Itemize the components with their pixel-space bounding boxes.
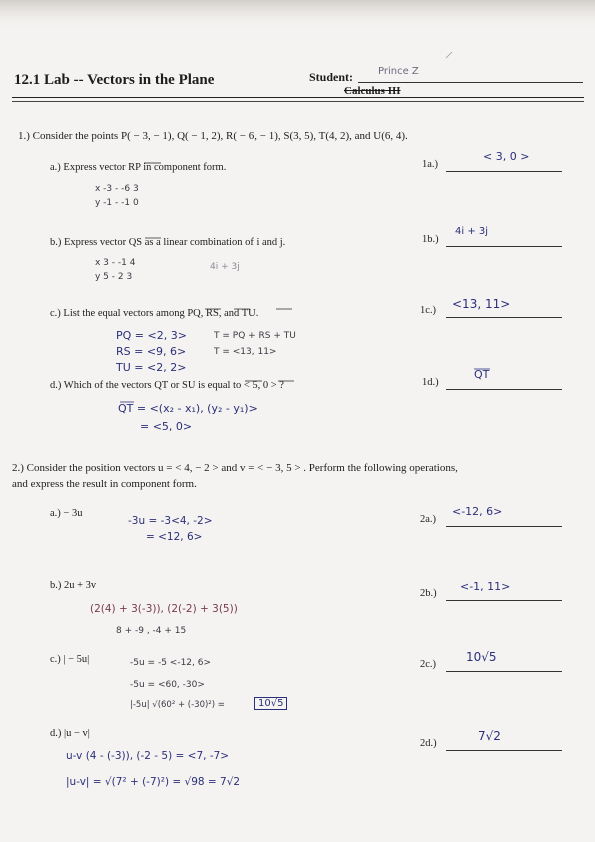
q2c-work-3: |-5u| √(60² + (-30)²) = xyxy=(130,700,225,710)
q2b-work-1: (2(4) + 3(-3)), (2(-2) + 3(5)) xyxy=(90,603,238,615)
q1a-work-1: x -3 - -6 3 xyxy=(95,184,139,194)
q2c-work-2: -5u = <60, -30> xyxy=(130,680,205,690)
page-title: 12.1 Lab -- Vectors in the Plane xyxy=(14,72,215,88)
q1c-work-2: RS = <9, 6> xyxy=(116,345,187,358)
q2c-text: c.) | − 5u| xyxy=(50,654,90,665)
q2c-label: 2c.) xyxy=(420,659,437,670)
q1a-text: a.) Express vector RP in component form. xyxy=(50,162,227,173)
q1b-label: 1b.) xyxy=(422,234,439,245)
q1a-answer: < 3, 0 > xyxy=(483,150,530,163)
q2d-answer: 7√2 xyxy=(478,729,501,743)
q2c-answer: 10√5 xyxy=(466,650,497,664)
q2b-answer: <-1, 11> xyxy=(460,580,511,593)
q1c-work-5: T = <13, 11> xyxy=(214,347,277,357)
q1a-label: 1a.) xyxy=(422,159,439,170)
q1c-work-3: TU = <2, 2> xyxy=(116,361,187,374)
student-label: Student: xyxy=(309,70,354,84)
student-name: Prince Z xyxy=(378,66,419,77)
q2d-work-1: u-v (4 - (-3)), (-2 - 5) = <7, -7> xyxy=(66,750,230,762)
q1b-text: b.) Express vector QS as a linear combination of i and j. xyxy=(50,237,286,248)
q2a-work-1: -3u = -3<4, -2> xyxy=(128,515,213,527)
q2a-text: a.) − 3u xyxy=(50,508,83,519)
q2-prompt-2: and express the result in component form. xyxy=(12,478,197,490)
q1c-work-1: PQ = <2, 3> xyxy=(116,329,187,342)
q1d-work-1: QT = <(x₂ - x₁), (y₂ - y₁)> xyxy=(118,402,258,415)
q2b-label: 2b.) xyxy=(420,588,437,599)
q1b-answer: 4i + 3j xyxy=(455,226,489,237)
q2a-label: 2a.) xyxy=(420,514,437,525)
q2b-work-2: 8 + -9 , -4 + 15 xyxy=(116,626,187,636)
q1b-work-2: y 5 - 2 3 xyxy=(95,272,133,282)
q1b-work-3: 4i + 3j xyxy=(210,262,240,272)
q2d-label: 2d.) xyxy=(420,738,437,749)
q2d-work-2: |u-v| = √(7² + (-7)²) = √98 = 7√2 xyxy=(66,776,241,788)
q2c-work-1: -5u = -5 <-12, 6> xyxy=(130,658,212,668)
q2-prompt: 2.) Consider the position vectors u = < 4, − 2 > and v = < − 3, 5 > . Perform the following operations, xyxy=(12,462,458,474)
course-name: Calculus III xyxy=(344,85,401,97)
q2a-answer: <-12, 6> xyxy=(452,505,503,518)
q1c-label: 1c.) xyxy=(420,305,437,316)
q2d-text: d.) |u − v| xyxy=(50,728,90,739)
q2a-work-2: = <12, 6> xyxy=(146,531,203,543)
q1a-work-2: y -1 - -1 0 xyxy=(95,198,139,208)
q1d-answer: QT xyxy=(474,368,490,381)
q1b-work-1: x 3 - -1 4 xyxy=(95,258,136,268)
q1-prompt: 1.) Consider the points P( − 3, − 1), Q( − 1, 2), R( − 6, − 1), S(3, 5), T(4, 2), and U(6, 4). xyxy=(18,130,408,142)
q1c-answer: <13, 11> xyxy=(452,297,511,311)
q1c-text: c.) List the equal vectors among PQ, RS, and TU. xyxy=(50,308,259,319)
q2c-work-4: 10√5 xyxy=(254,697,287,710)
q1d-text: d.) Which of the vectors QT or SU is equal to < 5, 0 > ? xyxy=(50,380,284,391)
q1d-work-2: = <5, 0> xyxy=(140,420,193,433)
q2b-text: b.) 2u + 3v xyxy=(50,580,97,591)
q1c-work-4: T = PQ + RS + TU xyxy=(214,331,296,341)
q1d-label: 1d.) xyxy=(422,377,439,388)
